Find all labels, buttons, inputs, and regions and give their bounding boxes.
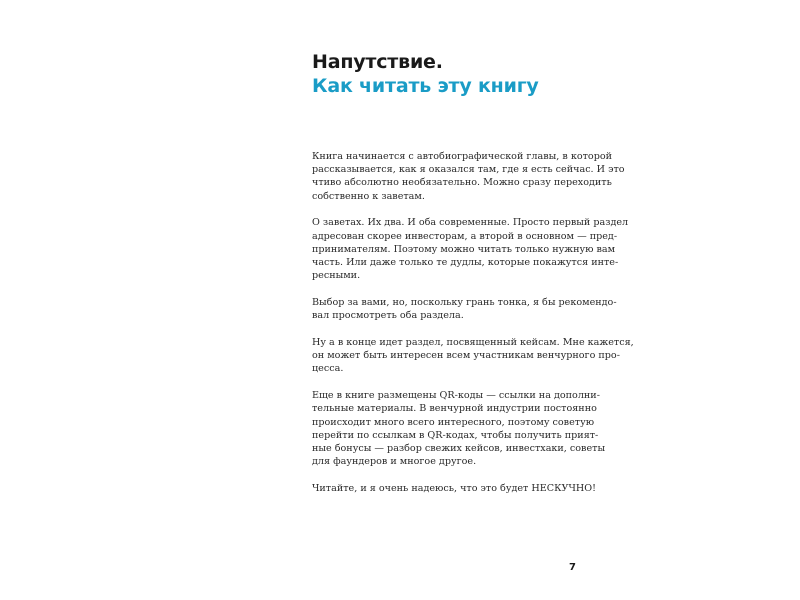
text-line: собственно к заветам. <box>312 190 425 202</box>
paragraph-6 <box>312 482 596 495</box>
text-line: перейти по ссылкам в QR-кодах, чтобы получить прият- <box>312 429 599 441</box>
chapter-title-line-2: Как читать эту книгу <box>312 75 539 97</box>
text-line: ресными. <box>312 270 361 282</box>
paragraph-2 <box>312 216 629 282</box>
chapter-title <box>312 50 642 98</box>
text-line: принимателям. Поэтому можно читать только нужную вам <box>312 243 616 255</box>
text-line: Выбор за вами, но, поскольку грань тонка, я бы рекомендо- <box>312 297 617 309</box>
text-line: цесса. <box>312 363 344 375</box>
text-line: часть. Или даже только те дудлы, которые покажутся инте- <box>312 257 619 269</box>
text-line: адресован скорее инвесторам, а второй в основном — пред- <box>312 230 618 242</box>
text-line: чтиво абсолютно необязательно. Можно сразу переходить <box>312 177 612 189</box>
text-line: Еще в книге размещены QR-коды — ссылки на дополни- <box>312 390 600 402</box>
text-line: вал просмотреть оба раздела. <box>312 310 464 322</box>
paragraph-3 <box>312 296 617 322</box>
text-line: Книга начинается с автобиографической главы, в которой <box>312 151 613 162</box>
text-line: тельные материалы. В венчурной индустрии постоянно <box>312 403 597 415</box>
text-line: Читайте, и я очень надеюсь, что это будет НЕСКУЧНО! <box>312 483 596 495</box>
text-line: О заветах. Их два. И оба современные. Просто первый раздел <box>312 217 629 229</box>
paragraph-1 <box>312 150 625 203</box>
page-number: 7 <box>569 562 576 573</box>
text-line: Ну а в конце идет раздел, посвященный кейсам. Мне кажется, <box>312 337 634 349</box>
text-line: ные бонусы — разбор свежих кейсов, инвестхаки, советы <box>312 443 606 455</box>
text-line: рассказывается, как я оказался там, где я есть сейчас. И это <box>312 164 625 176</box>
text-line: происходит много всего интересного, поэтому советую <box>312 416 595 428</box>
paragraph-5 <box>312 389 606 468</box>
chapter-title-line-1: Напутствие. <box>312 51 443 73</box>
text-line: он может быть интересен всем участникам венчурного про- <box>312 350 620 362</box>
body-text <box>312 150 634 509</box>
paragraph-4 <box>312 336 634 376</box>
text-line: для фаундеров и многое другое. <box>312 456 477 468</box>
